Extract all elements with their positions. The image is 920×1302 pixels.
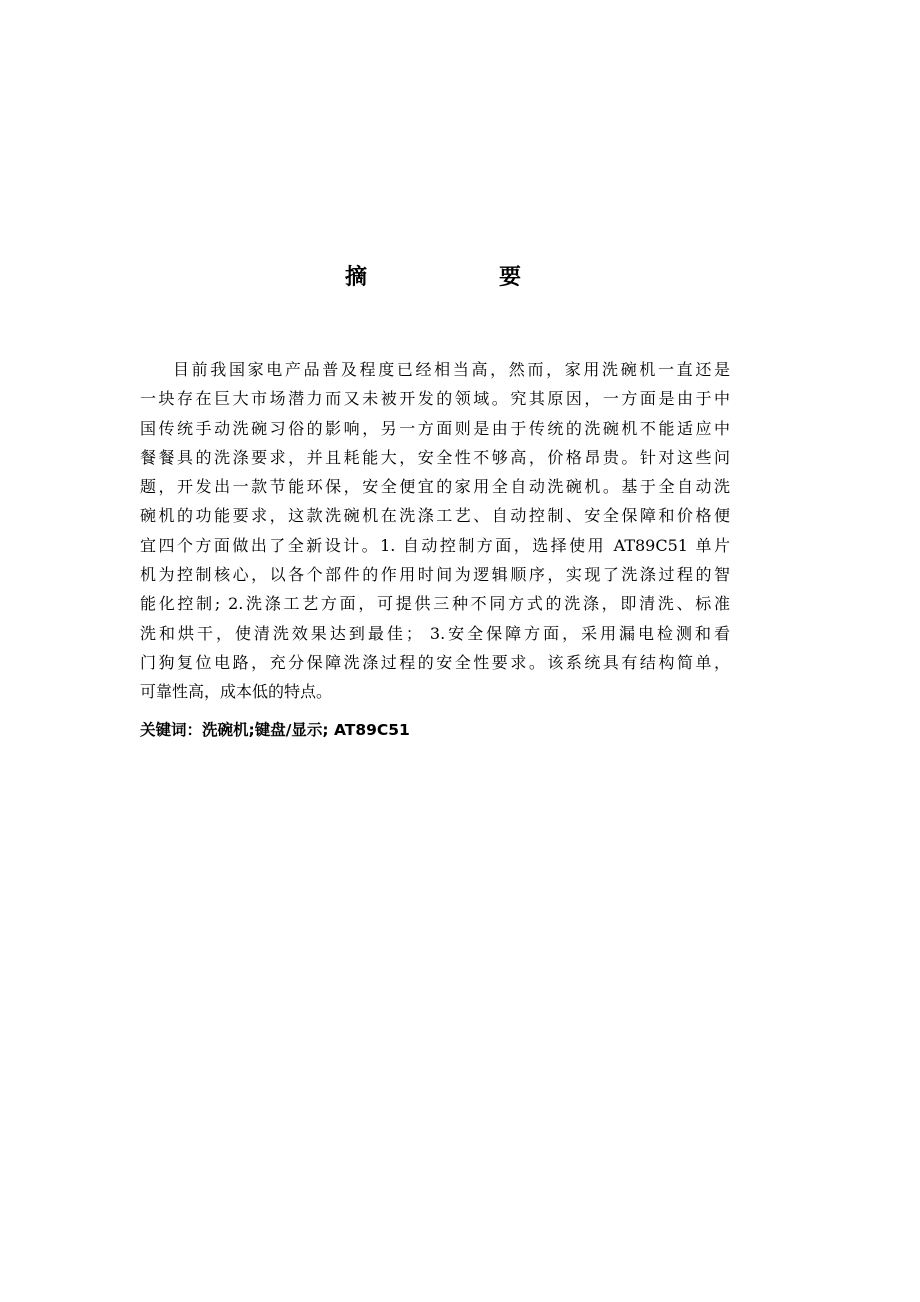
abstract-line: 机为控制核心，以各个部件的作用时间为逻辑顺序，实现了洗涤过程的智 [140, 565, 730, 585]
abstract-line: 餐餐具的洗涤要求，并且耗能大，安全性不够高，价格昂贵。针对这些问 [140, 447, 730, 467]
abstract-line: 一块存在巨大市场潜力而又未被开发的领域。究其原因，一方面是由于中 [140, 389, 730, 409]
abstract-line: 门狗复位电路，充分保障洗涤过程的安全性要求。该系统具有结构简单， [140, 652, 730, 672]
keywords-line: 关键词：洗碗机;键盘/显示; AT89C51 [140, 721, 410, 739]
abstract-line: 可靠性高，成本低的特点。 [140, 682, 333, 702]
abstract-line: 题，开发出一款节能环保，安全便宜的家用全自动洗碗机。基于全自动洗 [140, 477, 730, 497]
abstract-title-char-1: 摘 [345, 265, 368, 290]
abstract-body [140, 355, 730, 707]
abstract-line: 国传统手动洗碗习俗的影响，另一方面则是由于传统的洗碗机不能适应中 [140, 418, 730, 438]
abstract-line: 碗机的功能要求，这款洗碗机在洗涤工艺、自动控制、安全保障和价格便 [140, 506, 730, 526]
abstract-line: 宜四个方面做出了全新设计。1. 自动控制方面，选择使用 AT89C51 单片 [140, 535, 730, 555]
abstract-line: 洗和烘干，使清洗效果达到最佳； 3.安全保障方面，采用漏电检测和看 [140, 623, 730, 643]
abstract-line: 目前我国家电产品普及程度已经相当高，然而，家用洗碗机一直还是 [173, 360, 730, 379]
abstract-line: 能化控制; 2.洗涤工艺方面，可提供三种不同方式的洗涤，即清洗、标准 [140, 594, 730, 614]
abstract-title-char-2: 要 [498, 265, 521, 290]
abstract-title [345, 262, 521, 294]
